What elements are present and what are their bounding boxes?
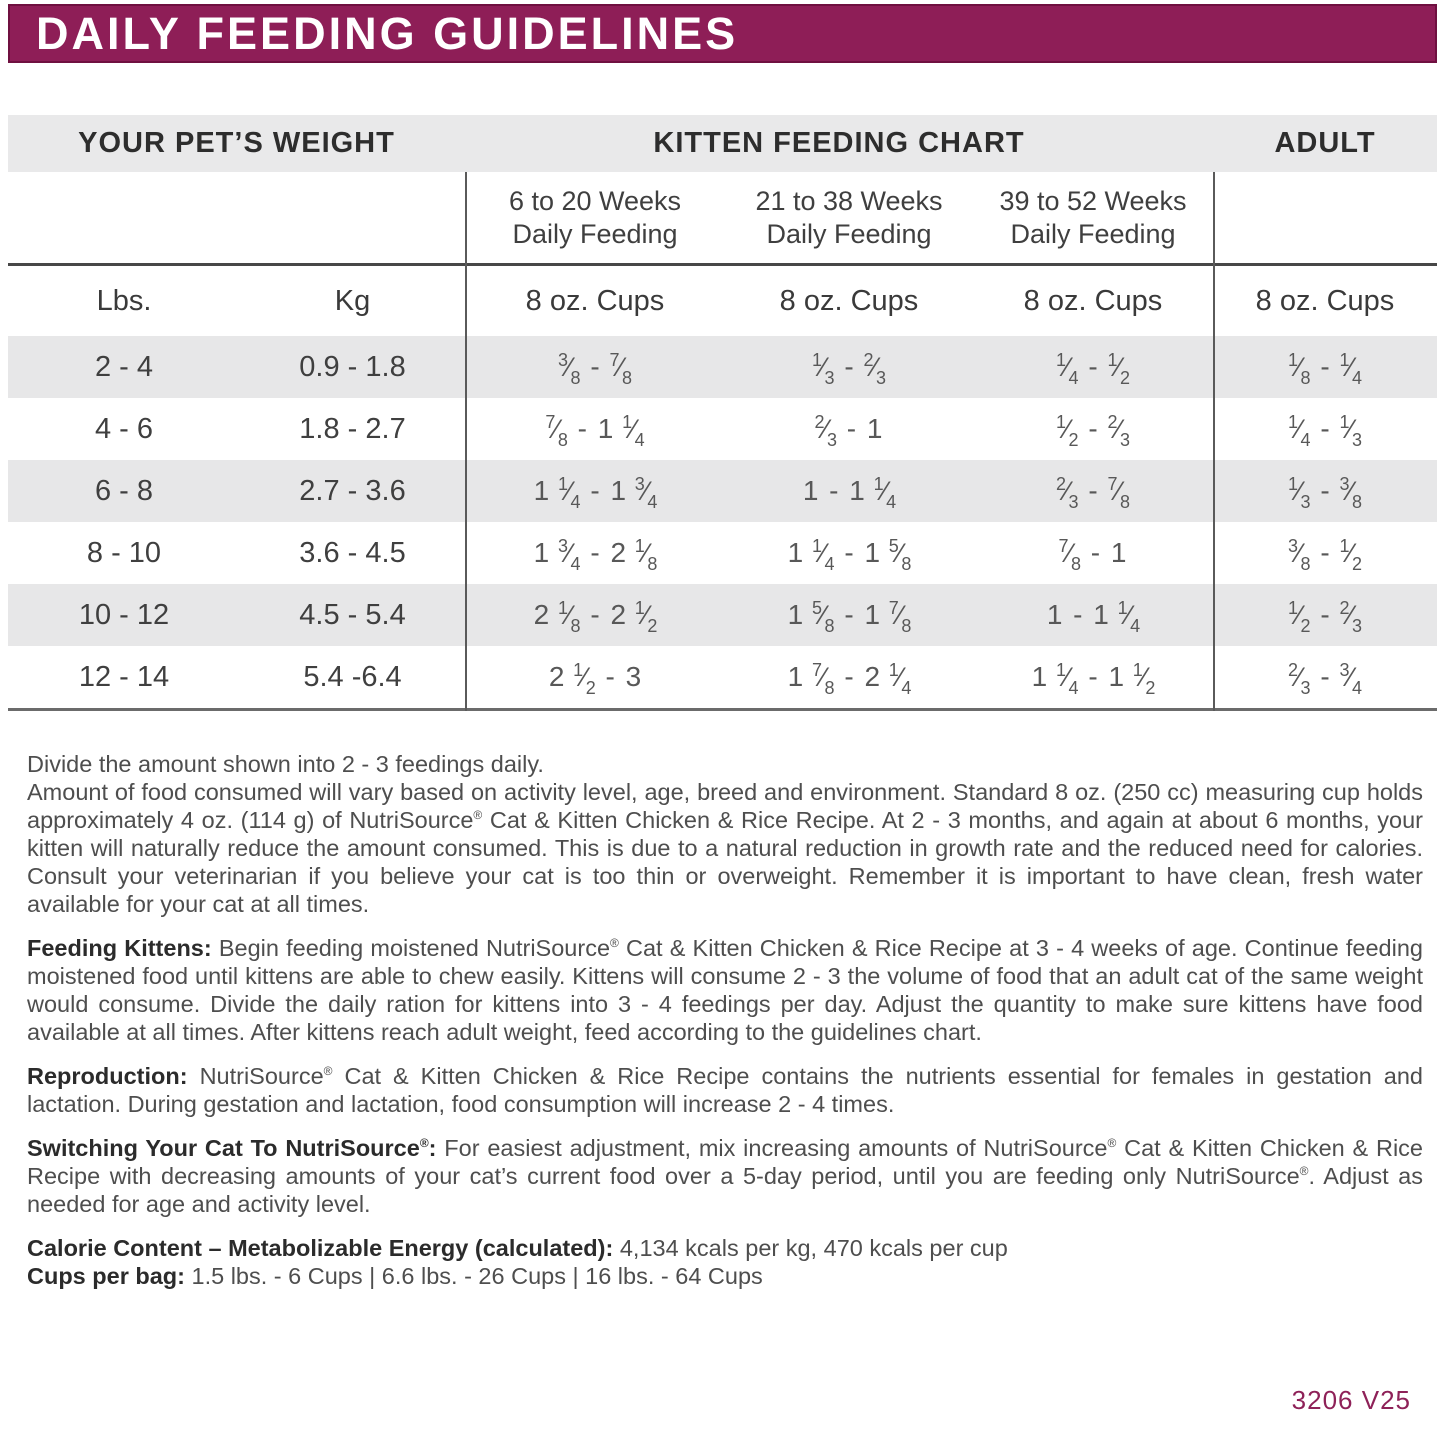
fraction: $^1⁄_4$ [1056,350,1079,388]
table-row [8,584,1437,646]
section-paragraph: Switching Your Cat To NutriSource®: For easiest adjustment, mix increasing amounts of NutriSource® Cat & Kitten Chicken & Rice Recipe with decreasing amounts of your cat’s current food over a 5-day period, until you are feeding only NutriSource®. Adjust as needed for age and activity level. [27,1135,1423,1217]
kitten-cups-cell: 1 - 1 $^1⁄_4$ [802,474,897,512]
fraction: $^1⁄_2$ [1132,660,1156,698]
kitten-cups-cell: 1 $^7⁄_8 - 2$ $^1⁄_4$ [787,660,912,698]
fraction: $^2⁄_3$ [1056,474,1079,512]
week-subheaders [8,172,1437,263]
week-header-39-52: 39 to 52 Weeks Daily Feeding [999,185,1187,249]
fraction: $^1⁄_4$ [1056,660,1079,698]
fraction: $^2⁄_3$ [1107,412,1130,450]
registered-mark: ® [323,1064,333,1079]
kitten-cups-cell: 1 - 1 $^1⁄_4$ [1046,598,1141,636]
group-header-kitten-chart: KITTEN FEEDING CHART [653,127,1025,159]
fraction: $^1⁄_4$ [873,474,897,512]
info-line: Calorie Content – Metabolizable Energy (calculated): 4,134 kcals per kg, 470 kcals per cup [27,1235,1008,1261]
fraction: $^1⁄_2$ [1056,412,1079,450]
kitten-cups-cell: 1 $^5⁄_8 - 1$ $^7⁄_8$ [787,598,912,636]
registered-mark: ® [610,936,619,951]
fraction: $^1⁄_2$ [1107,350,1130,388]
fraction: $^1⁄_2$ [634,598,658,636]
version-code: 3206 V25 [1291,1385,1411,1415]
kitten-cups-cell: $^3⁄_8$ - $^7⁄_8$ [558,350,632,388]
week-header-6-20: 6 to 20 Weeks Daily Feeding [508,185,682,249]
unit-header-row [8,266,1437,336]
lbs-cell: 8 - 10 [86,536,162,569]
adult-cups-cell: $^2⁄_3$ - $^3⁄_4$ [1288,660,1362,698]
fraction: $^7⁄_8$ [888,598,912,636]
adult-cups-cell: $^1⁄_8$ - $^1⁄_4$ [1288,350,1362,388]
fraction: $^7⁄_8$ [1058,536,1082,574]
lbs-cell: 10 - 12 [78,598,170,631]
table-group-header [8,115,1437,172]
fraction: $^1⁄_4$ [812,536,835,574]
unit-cups-3: 8 oz. Cups [1023,284,1163,317]
fraction: $^7⁄_8$ [609,350,632,388]
info-line: Cups per bag: 1.5 lbs. - 6 Cups | 6.6 lbs. - 26 Cups | 16 lbs. - 64 Cups [27,1263,763,1289]
fraction: $^7⁄_8$ [1107,474,1130,512]
rule-table-bottom [8,708,1437,711]
page-title: DAILY FEEDING GUIDELINES [36,7,739,59]
fraction: $^1⁄_8$ [634,536,658,574]
unit-lbs: Lbs. [96,284,152,317]
fraction: $^1⁄_4$ [622,412,645,450]
adult-cups-cell: $^1⁄_4$ - $^1⁄_3$ [1288,412,1362,450]
fraction: $^1⁄_4$ [1339,350,1362,388]
fraction: $^1⁄_3$ [1288,474,1311,512]
fraction: $^3⁄_4$ [1339,660,1362,698]
fraction: $^1⁄_8$ [1288,350,1311,388]
lbs-cell: 2 - 4 [94,350,154,383]
paragraph-lead: Switching Your Cat To NutriSource®: [27,1135,437,1161]
paragraph-lead: Cups per bag: [27,1263,185,1289]
adult-cups-cell: $^3⁄_8$ - $^1⁄_2$ [1288,536,1362,574]
kitten-cups-cell: 1 $^1⁄_4 - 1$ $^5⁄_8$ [787,536,912,574]
paragraph-lead: Feeding Kittens: [27,935,212,961]
kitten-cups-cell: $^1⁄_4$ - $^1⁄_2$ [1056,350,1130,388]
kg-cell: 2.7 - 3.6 [299,474,406,507]
kg-cell: 0.9 - 1.8 [299,350,406,383]
table-row [8,522,1437,584]
divider-weight-kitten [465,172,467,711]
group-header-weight: YOUR PET’S WEIGHT [78,127,395,159]
intro-paragraph: Divide the amount shown into 2 - 3 feedings daily. [27,751,544,777]
paragraph-lead: Reproduction: [27,1063,188,1089]
fraction: $^3⁄_8$ [1288,536,1311,574]
fraction: $^1⁄_3$ [812,350,835,388]
week-header-21-38: 21 to 38 Weeks Daily Feeding [755,185,943,249]
unit-cups-adult: 8 oz. Cups [1255,284,1395,317]
kitten-cups-cell: 1 $^3⁄_4 - 2$ $^1⁄_8$ [533,536,658,574]
table-row [8,336,1437,398]
kitten-cups-cell: $^7⁄_8 - 1$ $^1⁄_4$ [545,412,645,450]
lbs-cell: 12 - 14 [78,660,170,693]
fraction: $^3⁄_8$ [1339,474,1362,512]
table-row [8,398,1437,460]
fraction: $^1⁄_2$ [1339,536,1362,574]
table-row [8,646,1437,708]
fraction: $^7⁄_8$ [545,412,568,450]
registered-mark: ® [1107,1136,1117,1151]
fraction: $^1⁄_3$ [1339,412,1362,450]
fraction: $^3⁄_8$ [558,350,581,388]
lbs-cell: 6 - 8 [94,474,154,507]
fraction: $^1⁄_2$ [1288,598,1311,636]
fraction: $^3⁄_4$ [634,474,658,512]
kitten-cups-cell: $^7⁄_8 - 1$ [1058,536,1127,574]
fraction: $^1⁄_8$ [558,598,581,636]
unit-cups-2: 8 oz. Cups [779,284,919,317]
kg-cell: 1.8 - 2.7 [299,412,406,445]
kitten-cups-cell: $^2⁄_3 - 1$ [814,412,883,450]
registered-mark: ® [1299,1164,1309,1179]
registered-mark: ® [419,1136,429,1151]
title-bar [8,4,1437,63]
fraction: $^5⁄_8$ [812,598,835,636]
kg-cell: 5.4 -6.4 [303,660,402,693]
section-paragraph: Reproduction: NutriSource® Cat & Kitten Chicken & Rice Recipe contains the nutrients essential for females in gestation and lactation. During gestation and lactation, food consumption will increase 2 - 4 times. [27,1063,1423,1117]
fraction: $^2⁄_3$ [1288,660,1311,698]
fraction: $^1⁄_4$ [558,474,581,512]
fraction: $^7⁄_8$ [812,660,835,698]
kitten-cups-cell: 2 $^1⁄_2 - 3$ [548,660,642,698]
fraction: $^2⁄_3$ [1339,598,1362,636]
feeding-table-body [8,336,1437,708]
fraction: $^3⁄_4$ [558,536,581,574]
fraction: $^1⁄_2$ [573,660,596,698]
fraction: $^2⁄_3$ [814,412,838,450]
section-paragraph: Feeding Kittens: Begin feeding moistened NutriSource® Cat & Kitten Chicken & Rice Recipe at 3 - 4 weeks of age. Continue feeding moistened food until kittens are able to chew easily. Kittens will consume 2 - 3 the volume of food that an adult cat of the same weight would consume. Divide the daily ration for kittens into 3 - 4 feedings per day. Adjust the quantity to make sure kittens have food available at all times. After kittens reach adult weight, feed according to the guidelines chart. [27,935,1423,1045]
kitten-cups-cell: $^1⁄_3$ - $^2⁄_3$ [812,350,886,388]
group-header-adult: ADULT [1274,127,1376,159]
fraction: $^2⁄_3$ [863,350,886,388]
adult-cups-cell: $^1⁄_2$ - $^2⁄_3$ [1288,598,1362,636]
kitten-cups-cell: 1 $^1⁄_4 - 1$ $^3⁄_4$ [533,474,658,512]
kg-cell: 3.6 - 4.5 [299,536,406,569]
table-row [8,460,1437,522]
unit-kg: Kg [334,284,371,317]
adult-cups-cell: $^1⁄_3$ - $^3⁄_8$ [1288,474,1362,512]
fraction: $^1⁄_4$ [1288,412,1311,450]
lbs-cell: 4 - 6 [94,412,154,445]
unit-cups-1: 8 oz. Cups [525,284,665,317]
kg-cell: 4.5 - 5.4 [299,598,406,631]
divider-kitten-adult [1213,172,1215,711]
body-text [27,750,1423,1290]
kitten-cups-cell: $^2⁄_3$ - $^7⁄_8$ [1056,474,1130,512]
registered-mark: ® [473,808,483,823]
intro-paragraph: Amount of food consumed will vary based on activity level, age, breed and environment. Standard 8 oz. (250 cc) measuring cup holds approximately 4 oz. (114 g) of NutriSource® Cat & Kitten Chicken & Rice Recipe. At 2 - 3 months, and again at about 6 months, your kitten will naturally reduce the amount consumed. This is due to a natural reduction in growth rate and the reduced need for calories. Consult your veterinarian if you believe your cat is too thin or overweight. Remember it is important to have clean, fresh water available for your cat at all times. [27,779,1423,917]
kitten-cups-cell: 1 $^1⁄_4 - 1$ $^1⁄_2$ [1031,660,1156,698]
fraction: $^1⁄_4$ [1117,598,1141,636]
paragraph-lead: Calorie Content – Metabolizable Energy (calculated): [27,1235,614,1261]
kitten-cups-cell: $^1⁄_2$ - $^2⁄_3$ [1056,412,1130,450]
kitten-cups-cell: 2 $^1⁄_8 - 2$ $^1⁄_2$ [533,598,658,636]
fraction: $^1⁄_4$ [888,660,912,698]
fraction: $^5⁄_8$ [888,536,912,574]
